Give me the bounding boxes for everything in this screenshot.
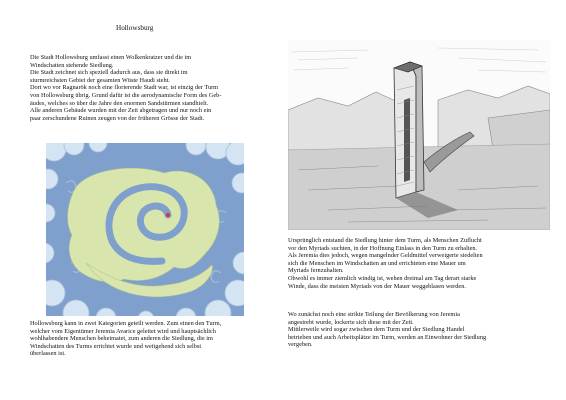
right-paragraph-2: Wo zunächst noch eine strikte Teilung der Bevölkerung von Jeremia angestrebt wurde, lockerte sich diese mit der Zeit. Mittlerweile wird sogar zwischen dem Turm und der Siedlung Handel betrieben und auch Arbeitsplätze im Turm, werden an Einwohner der Siedlung vergeben. <box>288 311 487 349</box>
map-marker <box>166 213 170 217</box>
tower-sketch-illustration <box>288 40 550 230</box>
intro-paragraph: Die Stadt Hollowsburg umfasst einen Wolkenkratzer und die im Windschatten stehende Siedlung. Die Stadt zeichnet sich speziell dadurch aus, dass sie direkt im sturmreichsten Gebiet der gesamten Wüste Haudi steht. Dort wo vor Ragnarök noch eine florierende Stadt war, ist einzig der Turm von Hollowsburg übrig. Grund dafür ist die aerodynamische Form des Geb- äudes, welches so über die Jahre den enormen Sandstürmen standhielt. Alle anderen Gebäude wurden mit der Zeit abgetragen und nur noch ein paar zerschundene Ruinen zeugen von der früheren Grösse der Stadt. <box>30 54 222 122</box>
city-map-illustration <box>46 143 244 316</box>
tower-gap <box>404 98 410 182</box>
right-paragraph-1: Ursprünglich entstand die Siedlung hinter dem Turm, als Menschen Zuflucht vor den Myriads suchten, in der Hoffnung Einlass in den Turm zu erhalten. Als Jeremia dies jedoch, wegen mangelnder Geldmittel verweigerte siedelten sich die Menschen im Windschatten an und errichteten eine Mauer um Myriads fernzuhalten. Obwohl es immer ziemlich windig ist, wehen dreimal am Tag derart starke Winde, dass die meisten Myriads von der Mauer weggeblasen werden. <box>288 237 483 290</box>
page-title: Hollowsburg <box>116 24 154 32</box>
bottom-paragraph: Hollowsburg kann in zwei Kategorien geteilt werden. Zum einen den Turm, welcher vom Eigentümer Jeremia Avarice geleitet wird und hauptsächlich wohlhabendere Menschen beheimatet, zum anderen die Siedlung, die im Windschatten des Turms errichtet wurde und weitgehend sich selbst überlassen ist. <box>30 320 222 358</box>
